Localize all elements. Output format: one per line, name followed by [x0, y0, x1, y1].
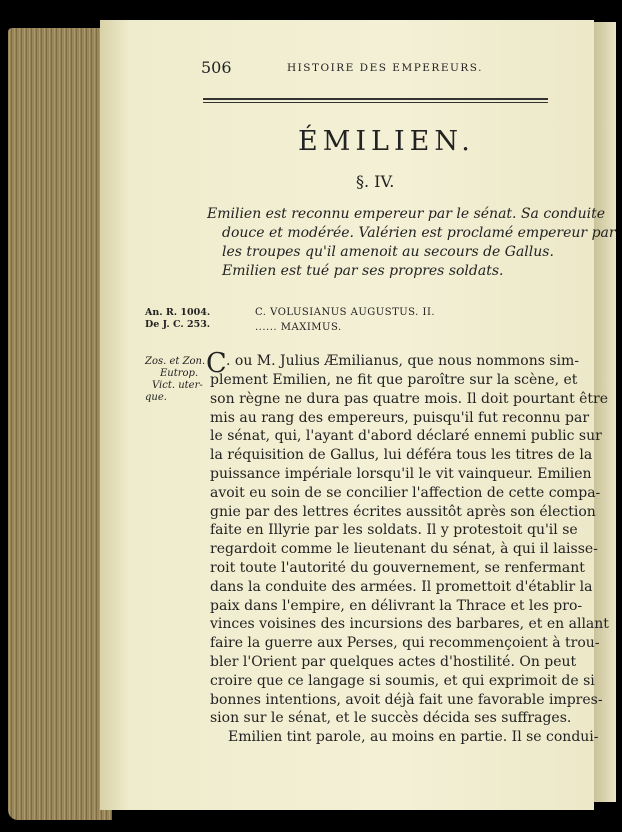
header-rule	[203, 98, 548, 100]
consul-line: C. VOLUSIANUS AUGUSTUS. II.	[255, 307, 436, 318]
body-line: paix dans l'empire, en délivrant la Thrace et les pro-	[210, 597, 583, 614]
summary-line: Emilien est reconnu empereur par le sénat. Sa conduite	[207, 206, 605, 222]
body-line: la réquisition de Gallus, lui déféra tous les titres de la	[210, 447, 593, 464]
consul-line: ...... MAXIMUS.	[255, 322, 342, 333]
drop-cap: C	[206, 348, 227, 379]
page-block-edge	[8, 28, 112, 820]
body-line: vinces voisines des incursions des barbares, et en allant	[210, 616, 609, 633]
margin-year-rome: An. R. 1004.	[145, 307, 211, 318]
section-heading: §. IV.	[356, 172, 395, 191]
summary-line: les troupes qu'il amenoit au secours de Gallus.	[222, 244, 554, 260]
body-line: gnie par des lettres écrites aussitôt après son élection	[210, 503, 596, 520]
body-line: sion sur le sénat, et le succès décida ses suffrages.	[210, 710, 572, 727]
header-rule-thin	[203, 102, 548, 103]
body-line: bler l'Orient par quelques actes d'hostilité. On peut	[210, 654, 577, 670]
body-line: bonnes intentions, avoit déjà fait une favorable impres-	[210, 691, 603, 708]
body-line: avoit eu soin de se concilier l'affection de cette compa-	[210, 484, 601, 501]
margin-source: Vict. uter-	[152, 380, 203, 391]
body-line: faire la guerre aux Perses, qui recommençoient à trou-	[210, 635, 600, 652]
body-line: son règne ne dura pas quatre mois. Il doit pourtant être	[210, 390, 609, 407]
body-line: puissance impériale lorsqu'il le vit vainqueur. Emilien	[210, 466, 592, 482]
body-line: croire que ce langage si soumis, et qui exprimoit de si	[210, 672, 595, 689]
margin-source: Eutrop.	[160, 368, 199, 379]
facing-page-edge	[594, 22, 616, 802]
summary-line: Emilien est tué par ses propres soldats.	[222, 263, 504, 279]
chapter-title: ÉMILIEN.	[298, 126, 475, 157]
page-number: 506	[201, 58, 232, 77]
body-line: plement Emilien, ne fit que paroître sur la scène, et	[210, 372, 578, 388]
body-line: faite en Illyrie par les soldats. Il y protestoit qu'il se	[210, 522, 578, 539]
body-line: mis au rang des empereurs, puisqu'il fut reconnu par	[210, 409, 590, 426]
body-line: Emilien tint parole, au moins en partie. Il se condui-	[228, 729, 599, 746]
body-line: regardoit comme le lieutenant du sénat, à qui il laisse-	[210, 541, 598, 558]
margin-source: que.	[145, 392, 167, 403]
margin-source: Zos. et Zon.	[145, 356, 206, 367]
summary-line: douce et modérée. Valérien est proclamé empereur par	[222, 225, 616, 241]
body-line: le sénat, qui, l'ayant d'abord déclaré ennemi public sur	[210, 428, 602, 445]
body-line: . ou M. Julius Æmilianus, que nous nommons sim-	[226, 353, 580, 369]
running-title: HISTOIRE DES EMPEREURS.	[287, 62, 483, 74]
body-line: dans la conduite des armées. Il promettoit d'établir la	[210, 578, 593, 595]
body-line: roit toute l'autorité du gouvernement, se renfermant	[210, 560, 585, 576]
margin-year-christ: De J. C. 253.	[145, 319, 211, 330]
